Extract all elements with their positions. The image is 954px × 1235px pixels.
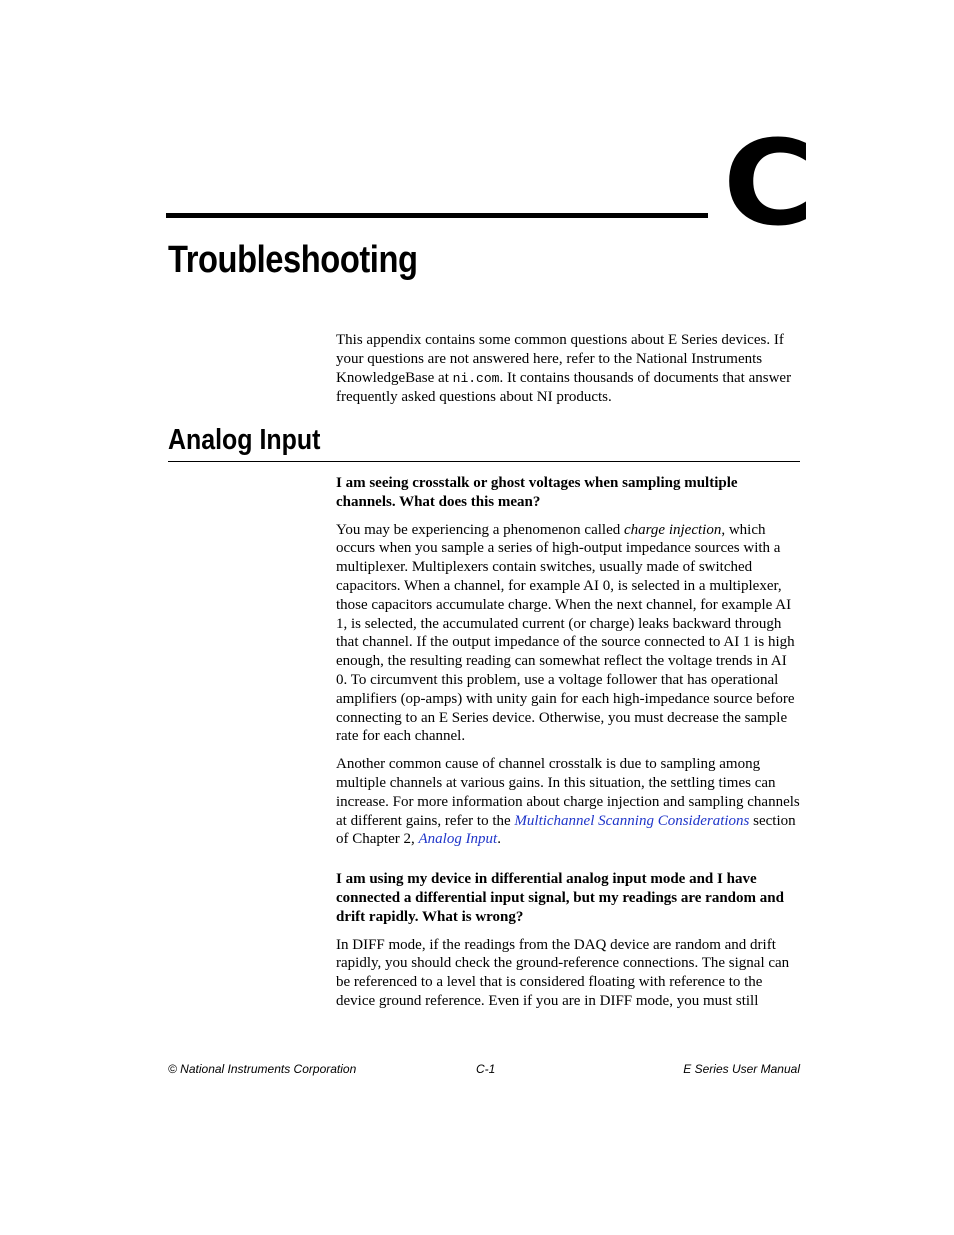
link-analog-input[interactable]: Analog Input xyxy=(418,831,498,848)
chapter-rule xyxy=(166,213,708,218)
answer-crosstalk-paragraph-2 xyxy=(336,755,800,849)
section-rule xyxy=(168,461,800,462)
term-charge-injection: charge injection xyxy=(623,521,722,538)
answer-differential-paragraph: In DIFF mode, if the readings from the DAQ device are random and drift rapidly, you should check the ground-reference connections. The signal can be referenced to a level that is considered floating with reference to the device ground reference. Even if you are in DIFF mode, you must still xyxy=(336,936,790,1009)
footer-manual-title: E Series User Manual xyxy=(683,1062,800,1076)
link-multichannel-scanning[interactable]: Multichannel Scanning Considerations xyxy=(514,812,750,829)
answer-text: You may be experiencing a phenomenon called xyxy=(336,521,624,538)
footer-page-number: C-1 xyxy=(476,1062,496,1076)
answer-crosstalk-paragraph-1 xyxy=(336,521,800,747)
faq-column xyxy=(336,474,800,1011)
page-title: Troubleshooting xyxy=(168,239,418,281)
answer-text: section of Chapter 2, xyxy=(336,812,796,848)
chapter-letter: C xyxy=(723,114,814,252)
section-heading: Analog Input xyxy=(168,424,321,456)
knowledgebase-url: ni.com xyxy=(452,370,500,386)
answer-text: , which occurs when you sample a series of high-output impedance sources with a multiplexer. Multiplexers contain switches, usually made of switched capacitors. When a channel, for example AI 0, is selected in a multiplexer, those capacitors accumulate charge. When the next channel, for example AI 1, is selected, the accumulated current (or charge) leaks backward through that channel. If the output impedance of the source connected to AI 1 is high enough, the resulting reading can somewhat reflect the voltage trends in AI 0. To circumvent this problem, use a voltage follower that has operational amplifiers (op-amps) with unity gain for each high-impedance source before connecting to an E Series device. Otherwise, you must decrease the sample rate for each channel. xyxy=(336,521,795,745)
intro-text-end: . It contains thousands of documents that answer frequently asked questions about NI products. xyxy=(336,369,792,406)
intro-paragraph xyxy=(336,331,802,407)
answer-text: . xyxy=(497,831,501,848)
question-crosstalk: I am seeing crosstalk or ghost voltages when sampling multiple channels. What does this mean? xyxy=(336,475,738,510)
footer-copyright: © National Instruments Corporation xyxy=(168,1062,357,1076)
answer-text: Another common cause of channel crosstalk is due to sampling among multiple channels at various gains. In this situation, the settling times can increase. For more information about charge injection and sampling channels at different gains, refer to the xyxy=(336,756,800,829)
question-differential-drift: I am using my device in differential analog input mode and I have connected a differential input signal, but my readings are random and drift rapidly. What is wrong? xyxy=(336,871,784,925)
intro-text-start: This appendix contains some common questions about E Series devices. If your questions are not answered here, refer to the National Instruments KnowledgeBase at xyxy=(336,332,784,386)
